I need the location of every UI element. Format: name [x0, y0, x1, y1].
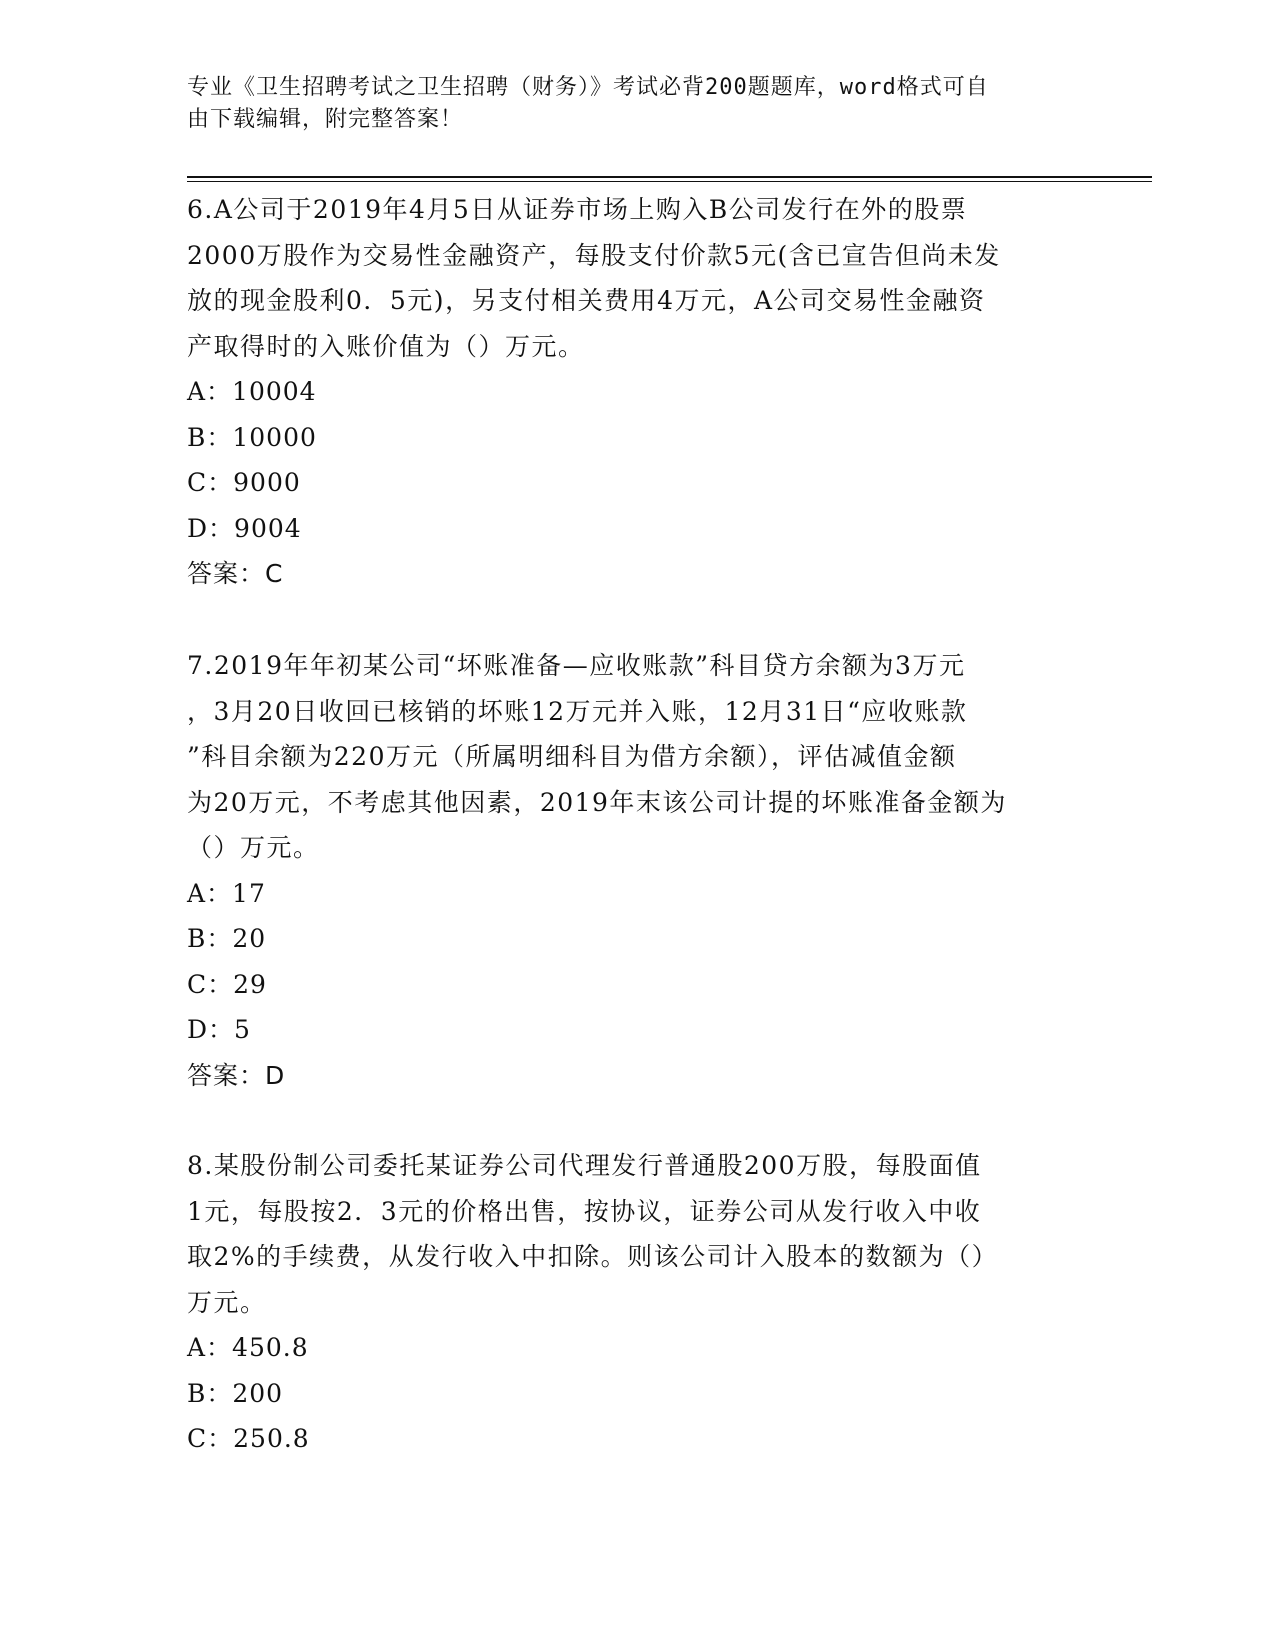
- question-stem-line: （）万元。: [187, 833, 320, 862]
- document-header: [187, 72, 1067, 136]
- option-c: C：9000: [187, 468, 301, 497]
- question-stem-line: 产取得时的入账价值为（）万元。: [187, 331, 585, 361]
- option-d: D：5: [187, 1015, 251, 1044]
- answer: 答案：C: [187, 559, 284, 588]
- option-b: B：10000: [187, 422, 317, 452]
- question-stem-line: 取2%的手续费，从发行收入中扣除。则该公司计入股本的数额为（）: [187, 1242, 999, 1271]
- question-stem-line: 放的现金股利0．5元)，另支付相关费用4万元，A公司交易性金融资: [187, 286, 986, 315]
- header-divider-thin: [187, 181, 1152, 182]
- question-stem-line: 为20万元，不考虑其他因素，2019年末该公司计提的坏账准备金额为: [187, 787, 1007, 817]
- header-line-1: 专业《卫生招聘考试之卫生招聘（财务）》考试必背200题题库，word格式可自: [187, 75, 989, 100]
- question-stem-line: 8.某股份制公司委托某证券公司代理发行普通股200万股，每股面值: [187, 1151, 982, 1180]
- question-stem-line: 万元。: [187, 1287, 267, 1317]
- option-c: C：29: [187, 969, 267, 999]
- option-a: A：10004: [187, 377, 317, 406]
- question-8: [187, 1143, 1087, 1462]
- question-stem-line: 2000万股作为交易性金融资产，每股支付价款5元(含已宣告但尚未发: [187, 240, 1001, 270]
- option-c: C：250.8: [187, 1424, 310, 1453]
- question-stem-line: 6.A公司于2019年4月5日从证券市场上购入B公司发行在外的股票: [187, 195, 968, 224]
- option-b: B：20: [187, 924, 267, 953]
- option-b: B：200: [187, 1378, 284, 1408]
- option-a: A：450.8: [187, 1333, 309, 1362]
- header-line-2: 由下载编辑，附完整答案！: [187, 107, 464, 132]
- question-7: [187, 643, 1087, 1098]
- answer: 答案：D: [187, 1060, 286, 1090]
- question-stem-line: 1元，每股按2．3元的价格出售，按协议，证券公司从发行收入中收: [187, 1196, 982, 1226]
- question-stem-line: ，3月20日收回已核销的坏账12万元并入账，12月31日“应收账款: [187, 696, 968, 726]
- question-6: [187, 187, 1087, 597]
- header-divider-thick: [187, 176, 1152, 178]
- option-d: D：9004: [187, 513, 302, 543]
- question-stem-line: 7.2019年年初某公司“坏账准备—应收账款”科目贷方余额为3万元: [187, 651, 966, 680]
- question-stem-line: ”科目余额为220万元（所属明细科目为借方余额），评估减值金额: [187, 742, 957, 771]
- option-a: A：17: [187, 878, 266, 908]
